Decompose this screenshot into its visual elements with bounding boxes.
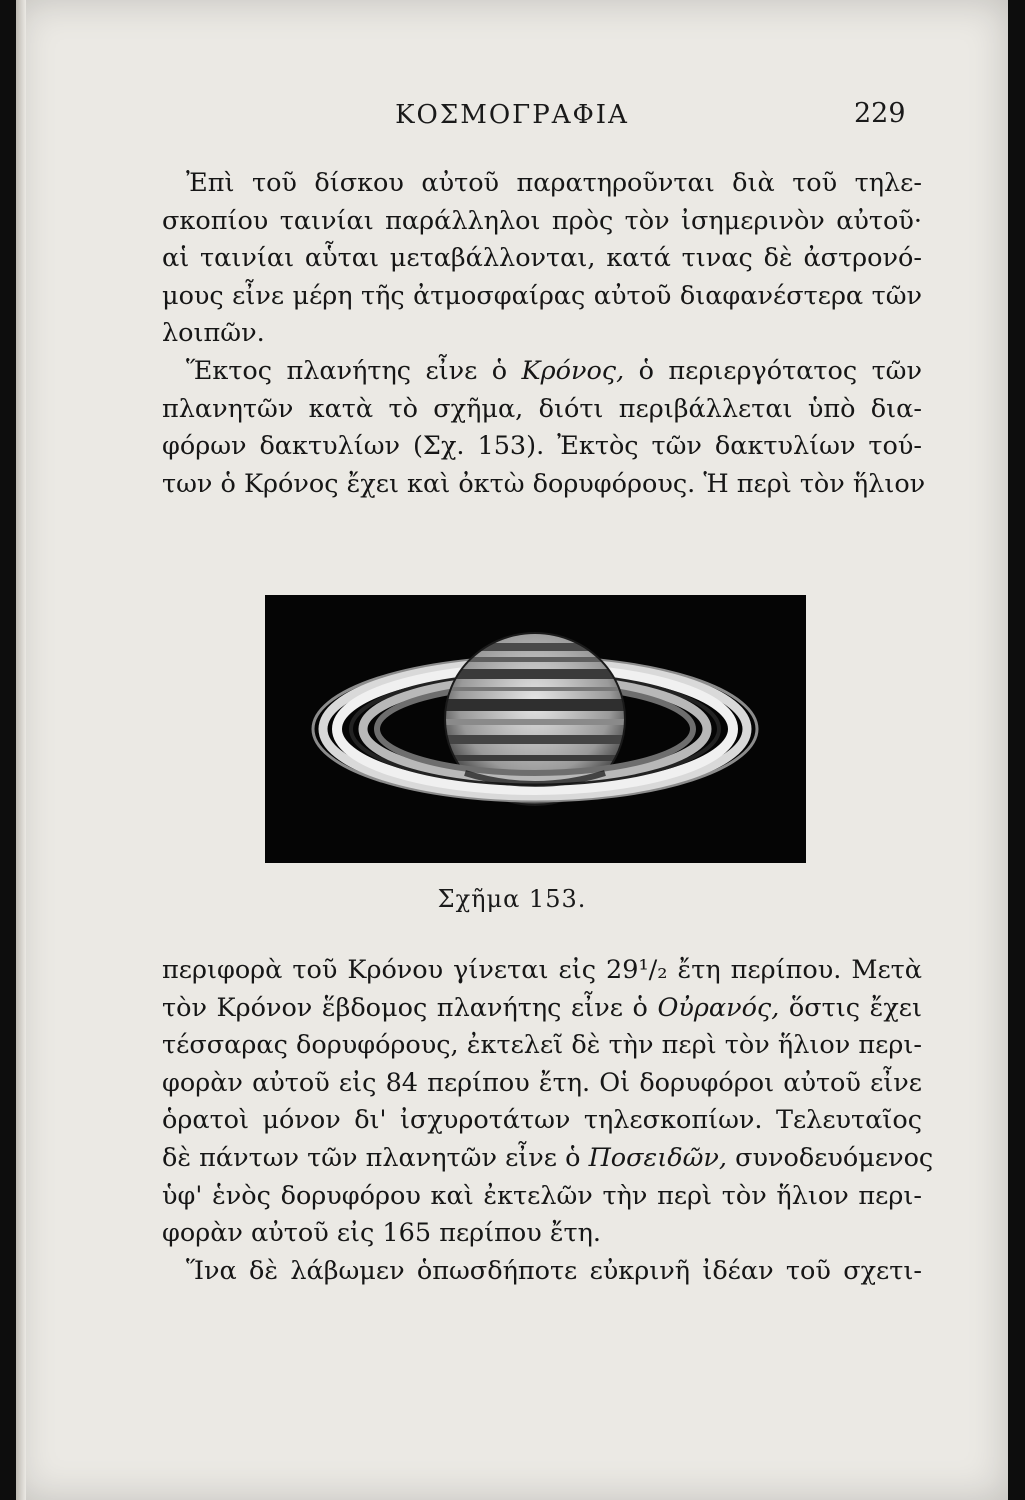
text-line: των ὁ Κρόνος ἔχει καὶ ὀκτὼ δορυφόρους. Ἡ περὶ τὸν ἥλιον (162, 468, 926, 499)
text-line: αἱ ταινίαι αὗται μεταβάλλονται, κατά τινας δὲ ἀστρονό- (162, 243, 922, 274)
text-line: Ἵνα δὲ λάβωμεν ὁπωσδήποτε εὐκρινῆ ἰδέαν τοῦ σχετι- (186, 1255, 922, 1286)
saturn-engraving (265, 595, 806, 863)
text-fragment: ὅστις ἔχει (788, 992, 923, 1023)
planet-name-neptune: Ποσειδῶν, (588, 1142, 727, 1173)
text-line: φορὰν αὐτοῦ εἰς 165 περίπου ἔτη. (162, 1218, 602, 1249)
text-block-upper (162, 165, 926, 503)
text-line: Ἐπὶ τοῦ δίσκου αὐτοῦ παρατηροῦνται διὰ τοῦ τηλε- (186, 168, 922, 198)
text-line (162, 1140, 934, 1178)
text-line: πλανητῶν κατὰ τὸ σχῆμα, διότι περιβάλλεται ὑπὸ δια- (162, 393, 922, 424)
text-fragment: δὲ πάντων τῶν πλανητῶν εἶνε ὁ (162, 1142, 581, 1173)
planet-name-uranus: Οὐρανός, (657, 992, 780, 1023)
text-block-lower (162, 952, 934, 1290)
running-header: ΚΟΣΜΟΓΡΑΦΙΑ (395, 100, 629, 130)
text-line: ὁρατοὶ μόνον δι' ἰσχυροτάτων τηλεσκοπίων. Τελευταῖος (162, 1105, 922, 1136)
text-line: τέσσαρας δορυφόρους, ἐκτελεῖ δὲ τὴν περὶ τὸν ἥλιον περι- (162, 1030, 922, 1061)
text-line: μους εἶνε μέρη τῆς ἀτμοσφαίρας αὐτοῦ διαφανέστερα τῶν (162, 280, 922, 311)
text-fragment: ὁ περιεργότατος τῶν (638, 355, 922, 386)
text-line (162, 353, 922, 391)
text-fragment: Ἕκτος πλανήτης εἶνε ὁ (186, 355, 508, 386)
planet-name-saturn: Κρόνος, (521, 355, 625, 386)
text-line: φορὰν αὐτοῦ εἰς 84 περίπου ἔτη. Οἱ δορυφόροι αὐτοῦ εἶνε (162, 1067, 922, 1098)
text-line: λοιπῶν. (162, 318, 265, 349)
figure-caption: Σχῆμα 153. (437, 885, 587, 913)
text-line: περιφορὰ τοῦ Κρόνου γίνεται εἰς 29¹/₂ ἔτη περίπου. Μετὰ (162, 955, 922, 985)
text-fragment: τὸν Κρόνον ἕβδομος πλανήτης εἶνε ὁ (162, 992, 648, 1023)
page-edge-shadow (16, 0, 26, 1500)
text-line: σκοπίου ταινίαι παράλληλοι πρὸς τὸν ἰσημερινὸν αὐτοῦ· (162, 205, 922, 236)
book-page (16, 0, 1008, 1500)
page-number: 229 (854, 98, 906, 129)
text-line: φόρων δακτυλίων (Σχ. 153). Ἐκτὸς τῶν δακτυλίων τού- (162, 431, 922, 462)
text-line (162, 990, 922, 1028)
text-line: ὑφ' ἑνὸς δορυφόρου καὶ ἐκτελῶν τὴν περὶ τὸν ἥλιον περι- (162, 1180, 922, 1211)
saturn-figure (265, 595, 806, 863)
text-fragment: συνοδευόμενος (735, 1142, 934, 1173)
